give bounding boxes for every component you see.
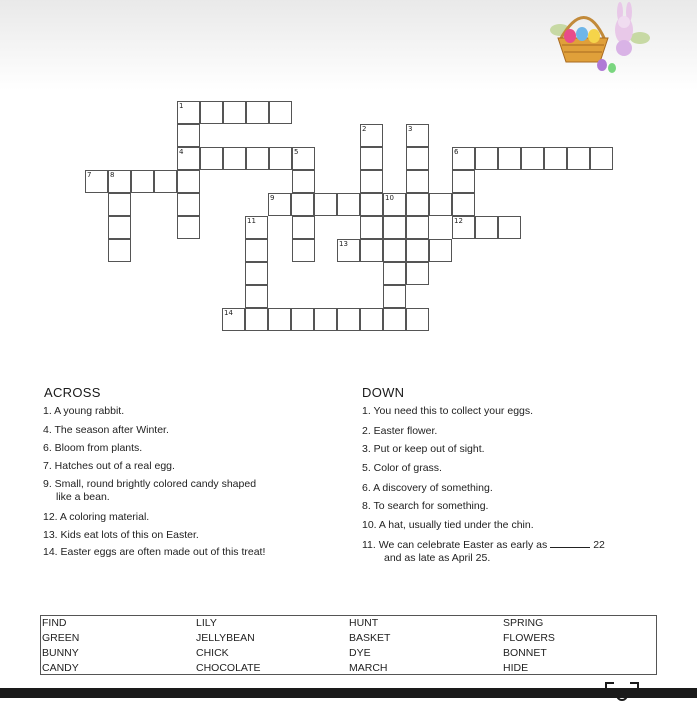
crossword-cell[interactable] — [269, 101, 292, 124]
crossword-cell[interactable] — [177, 193, 200, 216]
clue-number: 4 — [179, 148, 184, 156]
crossword-cell[interactable] — [406, 170, 429, 193]
crossword-cell[interactable] — [337, 193, 360, 216]
crossword-cell[interactable] — [337, 239, 360, 262]
crossword-cell[interactable] — [406, 193, 429, 216]
crossword-cell[interactable] — [85, 170, 108, 193]
crossword-cell[interactable] — [314, 193, 337, 216]
crossword-cell[interactable] — [498, 216, 521, 239]
across-clue-6: 6. Bloom from plants. — [43, 442, 143, 454]
crossword-cell[interactable] — [429, 193, 452, 216]
clue-number: 10 — [385, 194, 394, 202]
crossword-cell[interactable] — [200, 101, 223, 124]
crossword-cell[interactable] — [475, 147, 498, 170]
down-clue-11-cont: and as late as April 25. — [384, 552, 491, 564]
crossword-cell[interactable] — [177, 170, 200, 193]
word-bank-item: BASKET — [349, 632, 391, 644]
clue-number: 7 — [87, 171, 92, 179]
crossword-cell[interactable] — [291, 308, 314, 331]
clue-number: 3 — [408, 125, 413, 133]
word-bank-item: FLOWERS — [503, 632, 555, 644]
crossword-cell[interactable] — [360, 147, 383, 170]
across-clue-13: 13. Kids eat lots of this on Easter. — [43, 529, 199, 541]
crossword-cell[interactable] — [314, 308, 337, 331]
crossword-cell[interactable] — [131, 170, 154, 193]
across-heading: ACROSS — [44, 385, 101, 400]
down-clue-1: 1. You need this to collect your eggs. — [362, 405, 534, 417]
crossword-cell[interactable] — [475, 216, 498, 239]
clue-number: 11 — [247, 217, 256, 225]
answer-blank — [550, 539, 590, 548]
crossword-cell[interactable] — [246, 147, 269, 170]
clue-number: 12 — [454, 217, 463, 225]
crossword-cell[interactable] — [177, 147, 200, 170]
crossword-cell[interactable] — [452, 147, 475, 170]
crossword-cell[interactable] — [108, 239, 131, 262]
crossword-cell[interactable] — [223, 147, 246, 170]
crossword-cell[interactable] — [429, 239, 452, 262]
crossword-cell[interactable] — [406, 239, 429, 262]
across-clue-14: 14. Easter eggs are often made out of this treat! — [43, 546, 266, 558]
word-bank — [40, 615, 657, 675]
crossword-cell[interactable] — [360, 124, 383, 147]
crossword-cell[interactable] — [544, 147, 567, 170]
word-bank-item: BUNNY — [42, 647, 79, 659]
crossword-cell[interactable] — [498, 147, 521, 170]
crossword-cell[interactable] — [383, 216, 406, 239]
down-clue-2: 2. Easter flower. — [362, 425, 438, 437]
crossword-cell[interactable] — [383, 285, 406, 308]
crossword-cell[interactable] — [177, 124, 200, 147]
crossword-cell[interactable] — [406, 308, 429, 331]
crossword-cell[interactable] — [200, 147, 223, 170]
down-clue-8: 8. To search for something. — [362, 500, 489, 512]
down-clue-11 — [362, 539, 605, 552]
across-clue-1: 1. A young rabbit. — [43, 405, 125, 417]
crossword-cell[interactable] — [108, 193, 131, 216]
crossword-cell[interactable] — [292, 147, 315, 170]
crossword-cell[interactable] — [383, 308, 406, 331]
crossword-cell[interactable] — [222, 308, 245, 331]
crossword-cell[interactable] — [245, 285, 268, 308]
crossword-cell[interactable] — [406, 124, 429, 147]
crossword-cell[interactable] — [292, 170, 315, 193]
crossword-cell[interactable] — [360, 193, 383, 216]
crossword-cell[interactable] — [521, 147, 544, 170]
crossword-cell[interactable] — [337, 308, 360, 331]
across-clue-12: 12. A coloring material. — [43, 511, 150, 523]
crossword-cell[interactable] — [108, 216, 131, 239]
crossword-cell[interactable] — [108, 170, 131, 193]
crossword-cell[interactable] — [383, 262, 406, 285]
word-bank-item: HUNT — [349, 617, 379, 629]
clue-number: 5 — [294, 148, 299, 156]
crossword-cell[interactable] — [406, 147, 429, 170]
word-bank-item: FIND — [42, 617, 67, 629]
crossword-cell[interactable] — [406, 216, 429, 239]
crossword-cell[interactable] — [245, 216, 268, 239]
down-clue-11-date: 22 — [593, 539, 605, 551]
clue-number: 6 — [454, 148, 459, 156]
crossword-cell[interactable] — [452, 216, 475, 239]
crossword-cell[interactable] — [567, 147, 590, 170]
across-clue-7: 7. Hatches out of a real egg. — [43, 460, 175, 472]
crossword-cell[interactable] — [245, 239, 268, 262]
crossword-cell[interactable] — [383, 239, 406, 262]
crossword-cell[interactable] — [360, 170, 383, 193]
word-bank-item: MARCH — [349, 662, 388, 674]
down-clue-5: 5. Color of grass. — [362, 462, 442, 474]
down-clue-3: 3. Put or keep out of sight. — [362, 443, 485, 455]
across-clue-9-cont: like a bean. — [56, 491, 110, 503]
clue-number: 14 — [224, 309, 233, 317]
crossword-cell[interactable] — [292, 216, 315, 239]
down-clue-10: 10. A hat, usually tied under the chin. — [362, 519, 534, 531]
crossword-cell[interactable] — [452, 170, 475, 193]
crossword-cell[interactable] — [292, 239, 315, 262]
crossword-cell[interactable] — [245, 308, 268, 331]
clue-number: 9 — [270, 194, 275, 202]
crossword-cell[interactable] — [590, 147, 613, 170]
crossword-cell[interactable] — [406, 262, 429, 285]
crossword-cell[interactable] — [154, 170, 177, 193]
word-bank-item: DYE — [349, 647, 371, 659]
word-bank-item: CANDY — [42, 662, 79, 674]
clue-number: 1 — [179, 102, 184, 110]
crossword-cell[interactable] — [269, 147, 292, 170]
down-clue-6: 6. A discovery of something. — [362, 482, 493, 494]
lens-icon[interactable] — [604, 681, 640, 701]
word-bank-item: HIDE — [503, 662, 529, 674]
word-bank-item: CHOCOLATE — [196, 662, 261, 674]
crossword-cell[interactable] — [223, 101, 246, 124]
clue-number: 2 — [362, 125, 367, 133]
crossword-cell[interactable] — [177, 101, 200, 124]
crossword-cell[interactable] — [246, 101, 269, 124]
clue-number: 8 — [110, 171, 115, 179]
crossword-cell[interactable] — [360, 308, 383, 331]
down-heading: DOWN — [362, 385, 405, 400]
crossword-cell[interactable] — [452, 193, 475, 216]
across-clue-4: 4. The season after Winter. — [43, 424, 169, 436]
word-bank-item: SPRING — [503, 617, 544, 629]
crossword-cell[interactable] — [268, 193, 291, 216]
down-clue-11-text: 11. We can celebrate Easter as early as — [362, 539, 548, 551]
clue-number: 13 — [339, 240, 348, 248]
word-bank-item: JELLYBEAN — [196, 632, 255, 644]
crossword-cell[interactable] — [268, 308, 291, 331]
crossword-cell[interactable] — [360, 216, 383, 239]
across-clue-9: 9. Small, round brightly colored candy shaped — [43, 478, 257, 490]
word-bank-item: BONNET — [503, 647, 547, 659]
word-bank-item: GREEN — [42, 632, 80, 644]
crossword-cell[interactable] — [360, 239, 383, 262]
word-bank-item: LILY — [196, 617, 217, 629]
crossword-cell[interactable] — [245, 262, 268, 285]
crossword-cell[interactable] — [291, 193, 314, 216]
bottom-bar — [0, 688, 697, 698]
crossword-cell[interactable] — [177, 216, 200, 239]
crossword-cell[interactable] — [383, 193, 406, 216]
word-bank-item: CHICK — [196, 647, 229, 659]
